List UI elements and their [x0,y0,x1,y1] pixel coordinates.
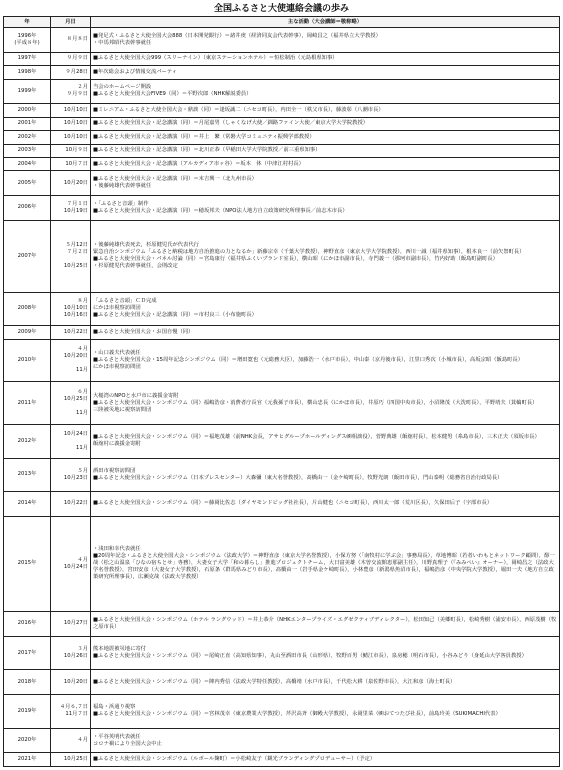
table-row [4,458,560,492]
table-row [4,292,560,326]
table-row [4,492,560,517]
row-year: 2007年 [4,220,51,292]
row-activity: 「ふるさと音頭」ＣＤ完成 にかほ市視察訪問団 ■ふるさと大使全国大会・記念講演（同）＝市村良三（小布施町長） [91,292,560,326]
row-date: ２月 ９月９日 [51,79,91,104]
row-year: 2004年 [4,158,51,171]
table-row [4,144,560,157]
table-row [4,220,560,292]
row-year: 2018年 [4,670,51,695]
row-activity: ■ふるさと大使全国大会・シンポジウム（同）＝藤岡比佐志（ダイヤモンドビッグ社社長），片山健也（ニセコ町長），西川太一郎（荒川区長），久保田后子（宇部市長） [91,492,560,517]
row-year: 2015年 [4,516,51,611]
row-activity: ■ふるさと大使全国大会・記念講演（アルカディア市ヶ谷）＝坂本 休（中津江村村長） [91,158,560,171]
row-year: 2009年 [4,326,51,339]
row-activity: ■ふるさと大使全国大会・記念講演（同）＝末吉興一（北九州市長） ・後藤純雄代表幹事就任 [91,171,560,196]
row-activity: ■ふるさと大使全国大会999（スリーナイン）（東京ステーションホテル）＝恒松制治（元島根県知事） [91,52,560,65]
row-date: 10月10日 [51,117,91,130]
row-date: ９月９日 [51,52,91,65]
row-activity: ■ふるさと大使全国大会・記念講演（同）＝月尾嘉男（しゃくなげ大使／釧路ファイン大使／東京大学大学院教授） [91,117,560,130]
row-date: ８月８日 [51,28,91,53]
row-activity: ■ふるさと大使全国大会・お国自慢（同） [91,326,560,339]
table-row [4,79,560,104]
table-row [4,28,560,53]
table-row [4,636,560,670]
row-year: 2017年 [4,636,51,670]
row-year: 2010年 [4,339,51,382]
table-row [4,612,560,637]
row-date: 10月10日 [51,131,91,144]
table-row [4,670,560,695]
table-row [4,66,560,79]
row-activity: ■ふるさと大使全国大会・シンポジウム（ホテル ラングウッド）＝井上恭介（NHKエンタープライズ・エグゼクティブディレクター），松田知己（美郷町長），松崎秀樹（浦安市長），西原茂樹（牧之原市長） [91,612,560,637]
row-activity: ■発足式・ふるさと大使全国大会888（日本開発銀行）＝諸井虔（経済同友会代表幹事），岡崎昌之（福井県立大学教授） ・中馬邦昭代表幹事就任 [91,28,560,53]
row-activity: 酒田市視察訪問団 ■ふるさと大使全国大会・シンポジウム（日本プレスセンター）大森彌（東大名誉教授），髙橋由一（金ケ崎町長），牧野光朗（飯田市長），門山泰明（総務省自治行政局長） [91,458,560,492]
row-date: 10月22日 [51,492,91,517]
row-activity: ・平谷英明代表就任 コロナ禍により全国大会中止 [91,728,560,753]
row-date: 10月25日 [51,753,91,767]
row-date: 10月20日 [51,670,91,695]
row-year: 1996年 (平成８年) [4,28,51,53]
row-year: 1999年 [4,79,51,104]
row-date: ３月 10月26日 [51,636,91,670]
document-title: 全国ふるさと大使連絡会議の歩み [213,4,349,14]
table-row [4,104,560,117]
row-year: 2011年 [4,382,51,425]
row-activity: ・「ふるさと音頭」制作 ■ふるさと大使全国大会・記念講演（同）＝穂坂邦夫（NPO法人地方自立政策研究所理事長／前志木市長） [91,196,560,221]
row-date: 10月22日 [51,326,91,339]
row-date: 10月20日 [51,171,91,196]
table-header-row [4,17,560,28]
row-date: ５月 10月23日 [51,458,91,492]
table-row [4,695,560,729]
table-row [4,158,560,171]
row-activity: ■ふるさと大使全国大会・記念講演（同）＝井上 繁（常磐大学コミュニティ振興学部教授） [91,131,560,144]
table-row [4,171,560,196]
header-activity: 主な活動（大会講師＝敬称略） [91,17,560,28]
row-activity: ■ふるさと大使全国大会・シンポジウム（同）＝福地茂雄（前NHK会長，アサヒグループホールディングス㈱相談役），菅野典雄（飯舘村長），松本健男（糸島市長），三木正夫（須坂市長） 飯舘村に義援金寄附 [91,424,560,458]
row-year: 2006年 [4,196,51,221]
table-row [4,339,560,382]
row-activity: ■ふるさと大使全国大会・シンポジウム（ルボール麹町）＝小松崎友子（観光ブランディングプロデューサー）（予定） [91,753,560,767]
row-year: 2008年 [4,292,51,326]
row-date: ５月12日 ７月２日 10月25日 [51,220,91,292]
table-row [4,326,560,339]
row-date: 10月27日 [51,612,91,637]
row-year: 2003年 [4,144,51,157]
table-row [4,196,560,221]
row-date: 10月９日 [51,144,91,157]
row-activity: 福島・浜通り視察 ■ふるさと大使全国大会・シンポジウム（同）＝宮林茂幸（東京農業大学教授），芹沢高斉（御殿大学教授），永岡里菜（㈱おてつたび社長），前島玲美（SUKIMACHI代表） [91,695,560,729]
row-year: 2002年 [4,131,51,144]
row-date: 10月24日 11月 [51,424,91,458]
row-activity: 当会のホームページ開設 ■ふるさと大使全国大会FIVE9（同）＝平野次郎（NHK解説委員） [91,79,560,104]
row-year: 2013年 [4,458,51,492]
table-row [4,382,560,425]
table-row [4,131,560,144]
row-year: 1997年 [4,52,51,65]
row-date: ６月 10月25日 11月 [51,382,91,425]
row-year: 2016年 [4,612,51,637]
row-activity: ・山口義夫代表就任 ■ふるさと大使全国大会・15周年記念シンポジウム（同）＝増田寛也（元総務大臣），加藤浩一（水戸市長），中山泰（京丹後市長），江里口秀次（小城市長），高坂宗昭（飯島町長） にかほ市視察訪問団 [91,339,560,382]
row-activity: 大槌湾のNPOと水戸市に義援金寄附 ■ふるさと大使全国大会・シンポジウム（同）福嶋浩彦・消費者庁長官（元我孫子市長），横山忠長（にかほ市長），井原巧（四国中央市長），小沼隆茂（大洗町長），平野靖夫（箕輪町長） 三陸被災地に視察訪問団 [91,382,560,425]
row-activity: ■ミレニアム・ふるさと大使全国大会・鼎談（同）＝逢坂誠二（ニセコ町長），内田全一（秩父市長），藤波彰（八潮市長） [91,104,560,117]
table-row [4,52,560,65]
row-activity: ■年次総会および情報交流パーティ [91,66,560,79]
row-date: ７月１日 10月19日 [51,196,91,221]
row-date: ４月 10月20日 11月 [51,339,91,382]
row-date: ９月28日 [51,66,91,79]
row-date: ４月 10月24日 [51,516,91,611]
row-activity: ・後藤純雄代表死去，杉原健児氏が代表代行 緊急自治シンポジウム「ふるさと納税は地方自治推進の力となるか」新藤宗幸（千葉大学教授），神野直彦（東京大学大学院教授），西川一誠（福井県知事），根本良一（前矢祭町長） ■ふるさと大使全国大会・パネル討論（同）＝宮島康行（福井県ふくいブランド室長），横山昭（にかほ市副市長），寺門義一（那珂市副市長），竹内好助（飯島町副町長） ・杉原健児代表幹事就任，会則改定 [91,220,560,292]
row-year: 2019年 [4,695,51,729]
row-date: 10月10日 [51,104,91,117]
row-activity: ■ふるさと大使全国大会・シンポジウム（同）＝陣内秀信（法政大学特任教授），高橋靖（水戸市長），千代松大耕（泉佐野市長），大江和彦（海士町長） [91,670,560,695]
header-date: 月日 [51,17,91,28]
row-year: 2020年 [4,728,51,753]
history-table [3,16,560,767]
row-date: 10月７日 [51,158,91,171]
row-activity: ■ふるさと大使全国大会・記念講演（同）＝北川正恭（早稲田大学大学院教授／前三重県知事） [91,144,560,157]
row-date: ４月６,７日 11月７日 [51,695,91,729]
row-year: 2014年 [4,492,51,517]
table-row [4,424,560,458]
row-year: 2000年 [4,104,51,117]
row-year: 1998年 [4,66,51,79]
row-year: 2012年 [4,424,51,458]
row-date: ８月 10月10日 10月16日 [51,292,91,326]
header-year: 年 [4,17,51,28]
row-year: 2005年 [4,171,51,196]
table-row [4,728,560,753]
table-row [4,753,560,767]
row-activity: ・浅田和幸代表就任 ■20周年記念・ふるさと大使全国大会・シンポジウム（法政大学）＝神野直彦（東京大学名誉教授），小保方努（「南牧村に学ぶ会」事務局長），草地博昭（若者いわもとネットワーク顧問），醇一哉（松之山温泉「ひなの宿ちとせ」専務），大妻女子大学「和の暮らし」推進プロジェクトチーム，大日富美雄（木曽交流館恵那副主任），川野真理子（『みみペい』オーナー），岡崎昌之（法政大学名誉教授），宮田安彦（大妻女子大学教授），石原条（群馬県みどり市長），髙橋由一（岩手県金ケ崎町長），小林豊彦（新潟県魚沼市長），福嶋浩彦（中央学院大学教授），堀田一夫（地方自立政策研究所理事長），広瀬克哉（法政大学教授） [91,516,560,611]
row-year: 2021年 [4,753,51,767]
row-year: 2001年 [4,117,51,130]
row-date: ４月 [51,728,91,753]
table-row [4,516,560,611]
table-row [4,117,560,130]
row-activity: 熊本地震被災地に寄付 ■ふるさと大使全国大会・シンポジウム（同）＝尾崎正直（高知県知事），丸山至酒田市長（山形県），牧野百男（鯖江市長），泉房穂（明石市長），小谷みどり（身延山大学客員教授） [91,636,560,670]
